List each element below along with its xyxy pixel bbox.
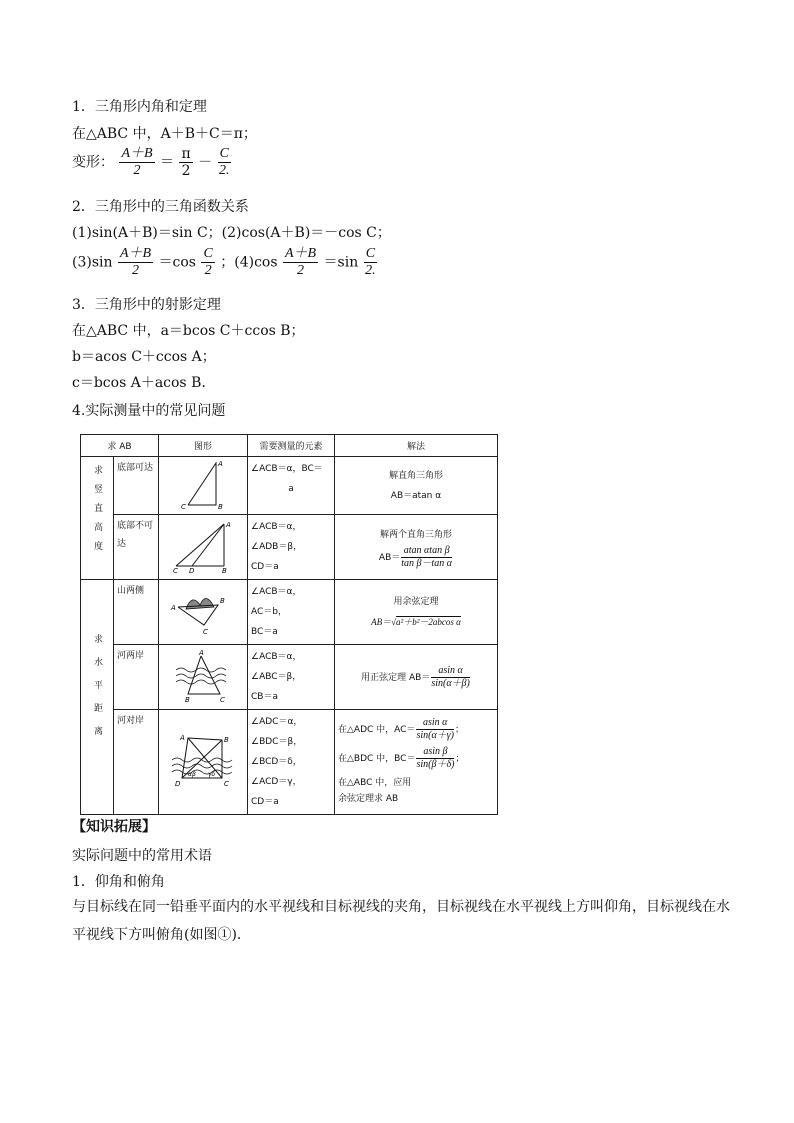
section2-line1: (1)sin(A＋B)＝sin C；(2)cos(A＋B)＝－cos C； [72, 225, 391, 241]
table-header: 解法 [335, 435, 498, 457]
subcase-label: 底部不可达 [114, 515, 159, 580]
section3-line1: 在△ABC 中，a＝bcos C＋ccos B； [72, 323, 305, 339]
svg-text:A: A [171, 603, 176, 612]
extension-title: 【知识拓展】 [72, 819, 156, 835]
solution: 用余弦定理 AB＝√a²＋b²－2abcos α [335, 580, 498, 645]
deform-label: 变形： [72, 154, 114, 171]
table-row [81, 580, 498, 645]
table-row [81, 645, 498, 710]
svg-text:D: D [189, 566, 195, 574]
river-quadrilateral-diagram [159, 710, 248, 815]
section4-heading: 4.实际测量中的常见问题 [72, 403, 226, 419]
fraction-a-plus-b: $\frac{A+B}{2}$ [285, 246, 317, 278]
solution: 在△ADC 中，AC＝ $\frac{\text{asin α}}{\sin(\alpha+\gamma)}$ ； 在△BDC 中，BC＝ $\frac{\text{asin β}}{\sin(\beta+\delta)}$ ； 在△ABC 中，应用 余弦定理求 AB [335, 710, 498, 815]
category-horizontal-distance: 求水平距离 [81, 580, 114, 815]
fraction-c-over-2: $\frac{C}{2}$ [203, 246, 213, 278]
svg-text:A: A [199, 648, 204, 657]
solution: 解两个直角三角形 AB＝ $\frac{\text{atan αtan β}}{\text{tan β－tan α}}$ [335, 515, 498, 580]
mountain-triangle-diagram [159, 580, 248, 645]
measured-elements: ∠ACB＝α， AC＝b， BC＝a [248, 580, 335, 645]
svg-text:C: C [181, 503, 186, 511]
svg-text:B: B [224, 735, 229, 744]
section1-heading: 1．三角形内角和定理 [72, 99, 207, 115]
extension-paragraph: 与目标线在同一铅垂平面内的水平视线和目标视线的夹角，目标视线在水平视线上方叫仰角，目标视线在水平视线下方叫俯角(如图①)． [72, 899, 730, 943]
measured-elements: ∠ACB＝α， ∠ABC＝β， CB＝a [248, 645, 335, 710]
table-row [81, 515, 498, 580]
extension-heading: 1．仰角和俯角 [72, 874, 165, 890]
section3-heading: 3．三角形中的射影定理 [72, 297, 221, 313]
section3-line3: c＝bcos A＋acos B. [72, 375, 206, 391]
section3-line2: b＝acos C＋ccos A； [72, 349, 216, 365]
fraction-c-over-2: $\frac{C}{2.}$ [219, 146, 230, 178]
svg-text:C: C [224, 779, 229, 788]
solution: 用正弦定理 AB＝ $\frac{\text{asin α}}{\sin(\alpha+\beta)}$ [335, 645, 498, 710]
subcase-label: 河对岸 [114, 710, 159, 815]
subcase-label: 河两岸 [114, 645, 159, 710]
subcase-label: 山两侧 [114, 580, 159, 645]
measured-elements: ∠ADC＝α， ∠BDC＝β， ∠BCD＝δ， ∠ACD＝γ， CD＝a [248, 710, 335, 815]
svg-text:A: A [180, 733, 185, 742]
svg-text:A: A [218, 460, 223, 468]
svg-text:C: C [220, 695, 225, 704]
table-header: 求 AB [81, 435, 159, 457]
two-right-triangles-diagram [159, 515, 248, 580]
svg-text:C: C [173, 566, 178, 574]
table-row [81, 710, 498, 815]
fraction-c-over-2: $\frac{C}{2.}$ [365, 246, 376, 278]
svg-text:B: B [220, 596, 225, 605]
svg-text:A: A [226, 520, 231, 529]
svg-text:B: B [222, 566, 227, 574]
section2-heading: 2．三角形中的三角函数关系 [72, 199, 249, 215]
svg-text:D: D [175, 779, 181, 788]
solution: 解直角三角形 AB＝atan α [335, 457, 498, 515]
fraction-pi-over-2: $\frac{\pi}{2}$ [181, 146, 191, 179]
extension-subtitle: 实际问题中的常用术语 [72, 848, 212, 864]
table-header: 图形 [159, 435, 248, 457]
measured-elements: ∠ACB＝α，BC＝ a [248, 457, 335, 515]
section1-line1: 在△ABC 中，A＋B＋C＝π； [72, 126, 257, 142]
table-header-row [81, 435, 498, 457]
svg-text:γδ: γδ [208, 770, 216, 778]
right-triangle-diagram [159, 457, 248, 515]
section2-line2: (3)sin $\frac{A+B}{2}$ ＝cos $\frac{C}{2}$ ；(4)cos $\frac{A+B}{2}$ ＝sin $\frac{C}{2.}$ [72, 246, 376, 278]
table-row [81, 457, 498, 515]
svg-text:B: B [218, 503, 223, 511]
river-triangle-diagram [159, 645, 248, 710]
table-header: 需要测量的元素 [248, 435, 335, 457]
fraction-a-plus-b: $\frac{A+B}{2}$ [119, 246, 152, 278]
measurement-table [80, 434, 498, 815]
svg-text:B: B [185, 695, 190, 704]
fraction-a-plus-b: $\frac{A+B}{2}$ [121, 146, 153, 178]
svg-text:C: C [203, 627, 208, 636]
svg-text:αβ: αβ [188, 770, 196, 778]
section1-deform: 变形： $\frac{A+B}{2}$ ＝ $\frac{\pi}{2}$ － $\frac{C}{2.}$ [72, 146, 230, 179]
category-vertical-height: 求竖直高度 [81, 457, 114, 580]
subcase-label: 底部可达 [114, 457, 159, 515]
measured-elements: ∠ACB＝α， ∠ADB＝β， CD＝a [248, 515, 335, 580]
